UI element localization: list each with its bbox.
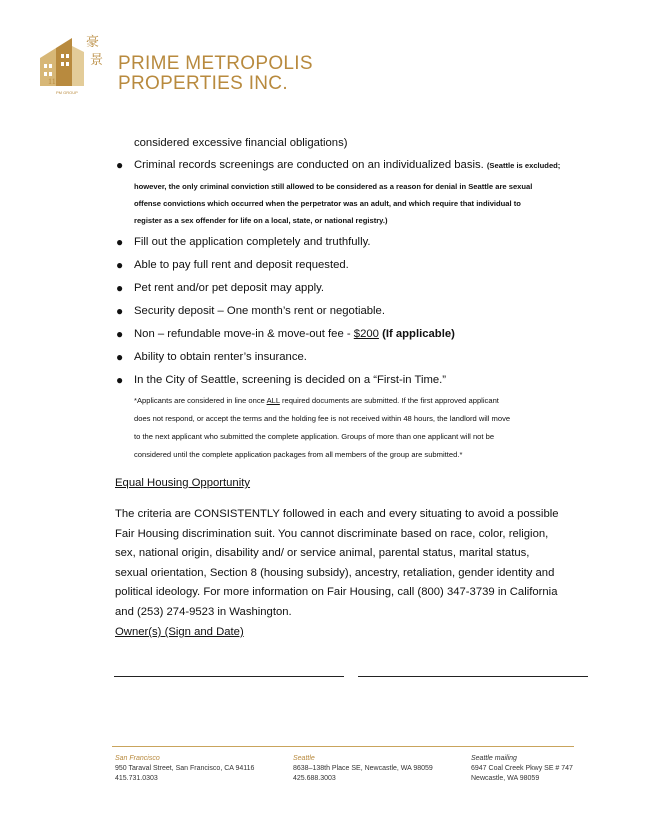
bullet-dot: ● bbox=[116, 235, 124, 249]
footer-mailing-address: 6947 Coal Creek Pkwy SE # 747 bbox=[471, 765, 573, 772]
bullet-dot: ● bbox=[116, 158, 124, 172]
eho-line-2: Fair Housing discrimination suit. You cannot discriminate based on race, color, religion, bbox=[115, 527, 549, 540]
criminal-screening-text bbox=[134, 158, 560, 173]
bullet-insurance: Ability to obtain renter’s insurance. bbox=[134, 351, 307, 363]
footer-seattle-city: Seattle bbox=[293, 755, 315, 762]
bullet-dot: ● bbox=[116, 350, 124, 364]
svg-text:景: 景 bbox=[90, 53, 104, 68]
footer-sf-city: San Francisco bbox=[115, 755, 160, 762]
note-line-2: does not respond, or accept the terms and the holding fee is not received within 48 hours, the landlord will move bbox=[134, 414, 511, 423]
bullet-pay-rent: Able to pay full rent and deposit requested. bbox=[134, 259, 349, 271]
seattle-excluded: (Seattle is excluded; bbox=[486, 161, 561, 170]
footer-sf bbox=[115, 754, 254, 784]
bullet-application: Fill out the application completely and truthfully. bbox=[134, 236, 371, 248]
brand-line-1: PRIME METROPOLIS bbox=[118, 53, 313, 74]
eho-line-5: political ideology. For more information on Fair Housing, call (800) 347-3739 in California bbox=[115, 586, 558, 598]
svg-text:PM GROUP: PM GROUP bbox=[56, 90, 78, 95]
footer-sf-address: 950 Taraval Street, San Francisco, CA 94116 bbox=[115, 765, 255, 772]
note-line-1: *Applicants are considered in line once ALL required documents are submitted. If the first approved applicant bbox=[134, 396, 499, 405]
bullet-dot: ● bbox=[116, 327, 124, 341]
footer-seattle-address: 8638–138th Place SE, Newcastle, WA 98059 bbox=[293, 765, 433, 772]
bullet-move-fee bbox=[134, 327, 455, 341]
fee-prefix: Non – refundable move-in & move-out fee - bbox=[134, 328, 351, 340]
footer-divider bbox=[112, 746, 574, 747]
footer-sf-phone: 415.731.0303 bbox=[115, 775, 158, 782]
criminal-detail-2: offense convictions which occurred when the perpetrator was an adult, and which require that individual to bbox=[134, 199, 521, 208]
eho-heading: Equal Housing Opportunity bbox=[115, 477, 251, 489]
note-line-3: to the next applicant who submitted the complete application. Groups of more than one applicant will not be bbox=[134, 432, 495, 441]
company-logo bbox=[34, 28, 334, 98]
fee-suffix: (If applicable) bbox=[382, 328, 455, 340]
eho-line-4: sexual orientation, Section 8 (housing subsidy), ancestry, retaliation, gender identity and bbox=[115, 566, 555, 579]
footer-seattle-phone: 425.688.3003 bbox=[293, 775, 336, 782]
signature-line[interactable] bbox=[114, 676, 344, 677]
bullet-dot: ● bbox=[116, 281, 124, 295]
bullet-pet: Pet rent and/or pet deposit may apply. bbox=[134, 282, 325, 294]
company-name bbox=[118, 54, 313, 94]
eho-line-1: The criteria are CONSISTENTLY followed in each and every situating to avoid a possible bbox=[115, 508, 559, 520]
fee-amount: $200 bbox=[353, 328, 379, 340]
building-logo-icon bbox=[34, 28, 114, 98]
owner-heading: Owner(s) (Sign and Date) bbox=[115, 626, 244, 638]
bullet-dot: ● bbox=[116, 304, 124, 318]
bullet-dot: ● bbox=[116, 373, 124, 387]
footer-mailing bbox=[471, 754, 573, 784]
criminal-main: Criminal records screenings are conducted on an individualized basis. bbox=[134, 159, 484, 171]
note-line-4: considered until the complete application packages from all members of the group are submitted.* bbox=[134, 450, 463, 459]
criminal-detail-1: however, the only criminal conviction still allowed to be considered as a reason for denial in Seattle are sexual bbox=[134, 182, 533, 191]
eho-line-6: and (253) 274-9523 in Washington. bbox=[115, 605, 292, 618]
criminal-detail-3: register as a sex offender for life on a local, state, or national registry.) bbox=[134, 216, 388, 225]
bullet-security-deposit: Security deposit – One month’s rent or negotiable. bbox=[134, 305, 385, 317]
eho-line-3: sex, national origin, disability and/ or service animal, parental status, marital status, bbox=[115, 547, 530, 559]
footer-seattle bbox=[293, 754, 433, 784]
svg-text:11: 11 bbox=[48, 77, 56, 86]
date-line[interactable] bbox=[358, 676, 588, 677]
bullet-dot: ● bbox=[116, 258, 124, 272]
brand-line-2: PROPERTIES INC. bbox=[118, 73, 288, 94]
carry-over-line: considered excessive financial obligations) bbox=[134, 137, 348, 149]
footer-mailing-city: Seattle mailing bbox=[471, 755, 517, 762]
bullet-first-in-time: In the City of Seattle, screening is decided on a “First-in Time.” bbox=[134, 374, 447, 386]
footer-mailing-citystate: Newcastle, WA 98059 bbox=[471, 775, 540, 782]
svg-text:豪: 豪 bbox=[86, 35, 100, 50]
